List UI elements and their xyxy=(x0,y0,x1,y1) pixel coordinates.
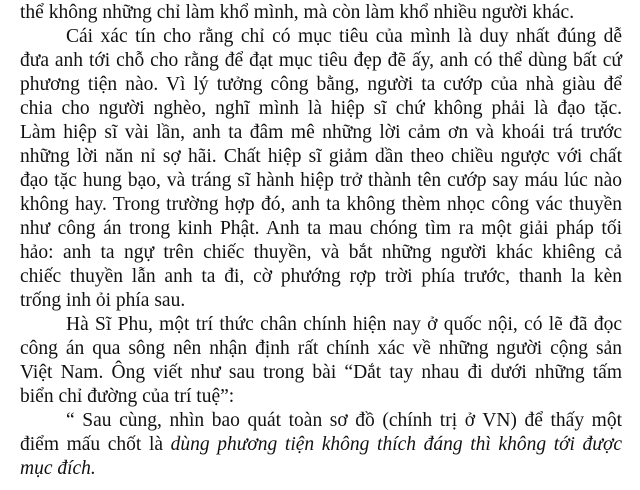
paragraph-first-line: Cái xác tín cho rằng chỉ có mục tiêu của mình là duy nhất đúng dễ xyxy=(66,26,622,47)
text-line: chiếc thuyền lẫn anh ta đi, cờ phướng rợp trời phía trước, thanh la kèn xyxy=(20,266,622,287)
quote-first-line: “ Sau cùng, nhìn bao quát toàn sơ đồ (chính trị ở VN) để thấy một xyxy=(66,410,622,431)
quote-italic-line: mục đích. xyxy=(20,458,96,479)
quote-text: điểm mấu chốt là xyxy=(20,434,164,455)
text-line: Làm hiệp sĩ vài lần, anh ta đâm mê những lời cảm ơn và khoái trá trước xyxy=(20,122,622,143)
text-line: đưa anh tới chỗ cho rằng để đạt mục tiêu đẹp đẽ ấy, anh có thể dùng bất cứ xyxy=(20,50,622,71)
text-line: chia cho người nghèo, nghĩ mình là hiệp sĩ chứ không phải là đạo tặc. xyxy=(20,98,622,119)
quote-italic-text: dùng phương tiện không thích đáng thì không tới được xyxy=(170,434,622,455)
text-line: biển chỉ đường của trí tuệ”: xyxy=(20,386,235,407)
text-line: hảo: anh ta ngự trên chiếc thuyền, và bắt những người khác khiêng cả xyxy=(20,242,622,263)
text-line: không hay. Trong trường hợp đó, anh ta không thèm nhọc công vác thuyền xyxy=(20,194,622,215)
text-line: phương tiện nào. Vì lý tưởng công bằng, người ta cướp của nhà giàu để xyxy=(20,74,622,95)
text-line: công án qua sông nên nhận định rất chính xác về những người cộng sản xyxy=(20,338,622,359)
quote-line xyxy=(20,433,622,456)
text-line: Việt Nam. Ông viết như sau trong bài “Dắt tay nhau đi dưới những tấm xyxy=(20,362,622,383)
text-line: thể không những chỉ làm khổ mình, mà còn làm khổ nhiều người khác. xyxy=(20,2,575,23)
paragraph-first-line: Hà Sĩ Phu, một trí thức chân chính hiện nay ở quốc nội, có lẽ đã đọc xyxy=(66,314,622,335)
text-line: những lời năn nỉ sợ hãi. Chất hiệp sĩ giảm dần theo chiều ngược với chất xyxy=(20,146,622,167)
text-line: đạo tặc hung bạo, và tráng sĩ hành hiệp trở thành tên cướp say máu lúc nào xyxy=(20,170,622,191)
text-line: trống inh ỏi phía sau. xyxy=(20,290,186,311)
text-line: như công án trong kinh Phật. Anh ta mau chóng tìm ra một giải pháp tối xyxy=(20,218,622,239)
